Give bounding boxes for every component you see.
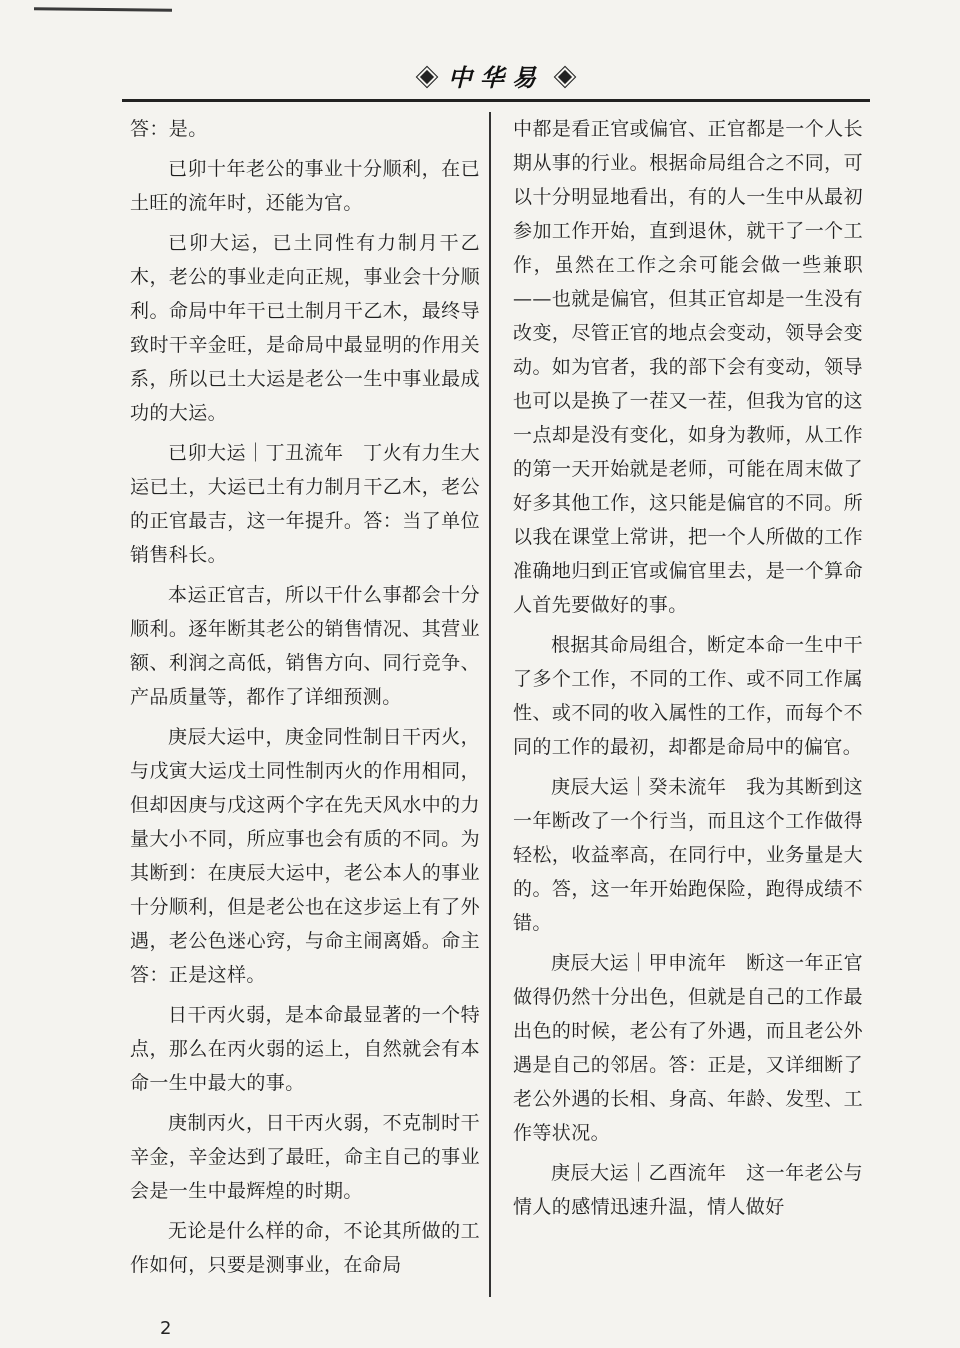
- scan-corner-mark: [34, 7, 172, 11]
- paragraph: 中都是看正官或偏官、正官都是一个人长期从事的行业。根据命局组合之不同，可以十分明显地看出，有的人一生中从最初参加工作开始，直到退休，就干了一个工作，虽然在工作之余可能会做一些兼职——也就是偏官，但其正官却是一生没有改变，尽管正官的地点会变动，领导会变动。如为官者，我的部下会有变动，领导也可以是换了一茬又一茬，但我为官的这一点却是没有变化，如身为教师，从工作的第一天开始就是老师，可能在周末做了好多其他工作，这只能是偏官的不同。所以我在课堂上常讲，把一个人所做的工作准确地归到正官或偏官里去，是一个算命人首先要做好的事。: [513, 118, 863, 616]
- paragraph: 庚制丙火，日干丙火弱，不克制时干辛金，辛金达到了最旺，命主自己的事业会是一生中最辉煌的时期。: [130, 1112, 480, 1202]
- header-title: 中华易: [448, 64, 544, 92]
- paragraph: 无论是什么样的命，不论其所做的工作如何，只要是测事业，在命局: [130, 1220, 480, 1276]
- paragraph: 日干丙火弱，是本命最显著的一个特点，那么在丙火弱的运上，自然就会有本命一生中最大的事。: [130, 1004, 480, 1094]
- running-header: [122, 56, 870, 102]
- paragraph: 庚辰大运中，庚金同性制日干丙火，与戊寅大运戊土同性制丙火的作用相同，但却因庚与戊这两个字在先天风水中的力量大小不同，所应事也会有质的不同。为其断到：在庚辰大运中，老公本人的事业十分顺利，但是老公也在这步运上有了外遇，老公色迷心窍，与命主闹离婚。命主答：正是这样。: [130, 726, 480, 986]
- paragraph: 已卯大运，已土同性有力制月干乙木，老公的事业走向正规，事业会十分顺利。命局中年干已土制月干乙木，最终导致时干辛金旺，是命局中最显明的作用关系，所以已土大运是老公一生中事业最成功的大运。: [130, 232, 480, 424]
- column-divider: [489, 112, 491, 1297]
- paragraph: 已卯大运｜丁丑流年 丁火有力生大运已土，大运已土有力制月干乙木，老公的正官最吉，这一年提升。答：当了单位销售科长。: [130, 442, 480, 566]
- paragraph: 根据其命局组合，断定本命一生中干了多个工作，不同的工作、或不同工作属性、或不同的收入属性的工作，而每个不同的工作的最初，却都是命局中的偏官。: [513, 634, 863, 758]
- page-number: 2: [160, 1318, 172, 1339]
- right-column: [513, 112, 863, 1302]
- header-rule: [122, 99, 870, 102]
- paragraph: 答：是。: [130, 118, 208, 140]
- diamond-ornament-icon: [555, 67, 575, 87]
- diamond-ornament-icon: [417, 67, 437, 87]
- paragraph: 本运正官吉，所以干什么事都会十分顺利。逐年断其老公的销售情况、其营业额、利润之高低，销售方向、同行竞争、产品质量等，都作了详细预测。: [130, 584, 480, 708]
- paragraph: 已卯十年老公的事业十分顺利，在已土旺的流年时，还能为官。: [130, 158, 480, 214]
- left-column: [130, 112, 480, 1302]
- paragraph: 庚辰大运｜癸未流年 我为其断到这一年断改了一个行当，而且这个工作做得轻松，收益率高，在同行中，业务量是大的。答，这一年开始跑保险，跑得成绩不错。: [513, 776, 863, 934]
- header-title-wrap: [122, 58, 870, 93]
- paragraph: 庚辰大运｜乙酉流年 这一年老公与情人的感情迅速升温，情人做好: [513, 1162, 863, 1218]
- paragraph: 庚辰大运｜甲申流年 断这一年正官做得仍然十分出色，但就是自己的工作最出色的时候，老公有了外遇，而且老公外遇是自己的邻居。答：正是，又详细断了老公外遇的长相、身高、年龄、发型、工作等状况。: [513, 952, 863, 1144]
